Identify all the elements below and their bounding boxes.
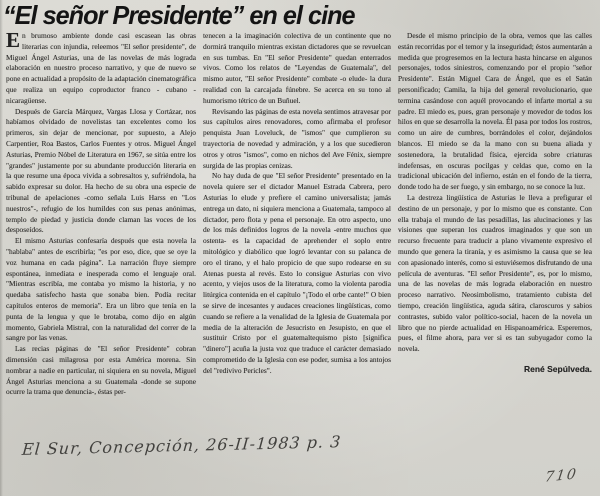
paragraph: tenecen a la imaginación colectiva de un continente que no dormirá tranquilo mientras existan dictadores que se revuelcan en sus tumbas. En "El señor Presidente" quedan enterrados vivos. Como los relatos de "Leyendas de Guatemala", del mismo autor, "El señor Presidente" combate -o elude- la dura realidad con la carcajada fúnebre. Se acerca en su tono al humorismo tétrico de un Buñuel. — [203, 31, 391, 105]
handwritten-archive-number: 710 — [543, 466, 579, 486]
article-title: “El señor Presidente” en el cine — [3, 0, 355, 30]
paragraph: Revisando las páginas de esta novela sentimos atravesar por sus capítulos aires renovadores, como afirmaba el profesor penquista Juan Loveluck, de "ismos" que cumplieron su trayectoria de novedad y admiración, y a los que sucedieron otros y otros "ismos", como en nichos del Ave Fénix, siempre surgida de las propias cenizas. — [203, 106, 391, 170]
paragraph: En brumoso ambiente donde casi escasean las obras literarias con injundia, releemos "El señor presidente", de Miguel Ángel Asturias, una de las novelas de más lograda elaboración en nuestro proceso narrativo, y que de nuevo se pone en actualidad a propósito de la adaptación cinematográfica que realiza un equipo coproductor franco - cubano - nicaragüense. — [6, 28, 196, 105]
paragraph: Desde el mismo principio de la obra, vemos que las calles están recorridas por el temor y la inseguridad; éstos aumentarán a medida que progresemos en la lectura hasta hincarse en algunos personajes, todos siniestros, comenzando por el propio "señor Presidente". Están Miguel Cara de Ángel, que es el Satán personificado; Camila, la hija del general revolucionario, que termina casándose con aquél provocando el infarte mortal a su padre. El miedo es, pues, gran personaje y movedor de todos los hilos en que se desarrolla la novela. Él pasa por todos los rostros, como un aire de cumbres, borrándoles el color, dejándolos blancos. El miedo se da la mano con su buena aliada y sostenedora, la brutalidad física, ejercida sobre criaturas indefensas, en oscuras pocilgas y celdas que, como en la tradicional ubicación del infierno, están en el fondo de la tierra, donde todo ha de ser fuego, y sin embargo, no se conoce la luz. — [398, 31, 592, 192]
paragraph: Las recias páginas de "El señor Presidente" cobran dimensión casi milagrosa por esta América morena. Sin nombrar a nadie en particular, ni siquiera en su novela, Miguel Ángel Asturias menciona a su Guatemala -donde se supone ocurre la trama que denuncia-, éstas per- — [6, 344, 196, 397]
paragraph: No hay duda de que "El señor Presidente" presentado en la novela quiere ser el dictador Manuel Estrada Cabrera, pero Asturias lo elude y prefiere el camino universalista; jamás entrega un dato, ni siquiera menciona a Guatemala, tampoco al dictador, pero flota y pena el personaje. En otro aspecto, uno de los más definidos logros de la novela -entre muchos que ostenta- es la capacidad de aprehender el soplo entre mitológico y diabólico que logró levantar con su palanca de oro el tirano, y el halo propicio de que supo rodearse en su Atenas puesta al revés. Esto lo consigue Asturias con vivo acento, y viejos usos de la literatura, como la violenta parodia litúrgica contenida en el capítulo "¡Todo el orbe cante!" O bien se sirve de incesantes y audaces creaciones lingüísticas, como cuando se refiere a la venalidad de la Iglesia de Guatemala por media de la alteración de Jesucristo en Jesupisto, en que el sustituir Cristo por el guatemaltequismo pisto [significa "dinero"] acuña la justa voz que traduce el carácter demasiado comprometido de la Iglesia con ese poder, sumisa a los antojos del "redivivo Pericles". — [203, 171, 391, 375]
handwritten-source-note: El Sur, Concepción, 26-II-1983 p. 3 — [21, 432, 343, 459]
paragraph: La destreza lingüística de Asturias le lleva a prefigurar el destino de un personaje, y por lo mismo que es constante. Con ella trabaja el mundo de las pesadillas, las alucinaciones y las visiones que superan los cuadros imaginados y que son un recurso frecuente para traducir a plano vivamente expresivo el mundo que genera la tiranía, y es asimismo la causa que se lea con apasionado interés, como si estuviésemos disfrutando de una película de aventuras. "El señor Presidente", es, por lo mismo, una de las novelas de más lograda elaboración en nuestro proceso narrativo. Neosimbolismo, tratamiento cubista del tiempo, creación lingüística, aguda sátira, claroscuros y sabios contrastes, subido valor político-social, hacen de la novela un libro que no pierde actualidad en Hispanoamérica. Esperemos, pues, el filme ahora, para ver si es tan subyugador como la novela. — [398, 192, 592, 354]
article-column-1 — [6, 28, 196, 398]
paragraph: El mismo Asturias confesaría después que esta novela la "hablaba" antes de escribirla; "es por eso, dice, que se oye la voz humana en cada página". La narración fluye siempre espontánea, inmediata e inesperada como el lenguaje oral. "Mientras escribía, me contaba yo mismo la historia, y no quedaba satisfecho hasta que sonaba bien. Podía recitar capítulos enteros de memoria". Era un libro que tenía en la punta de la lengua y que le brotaba, como dijo en algún momento, Gabriela Mistral, con la naturalidad del correr de la sangre por las venas. — [6, 236, 196, 343]
paragraph: Después de García Márquez, Vargas Llosa y Cortázar, nos habíamos olvidado de novelistas tan excelentes como los primeros, sin dejar de mencionar, por supuesto, a Alejo Carpentier, Roa Bastos, Carlos Fuentes y otros. Miguel Ángel Asturias, Premio Nóbel de Literatura en 1967, se sitúa entre los "grandes" justamente por su abundante producción literaria en la que resume una época vivida a sobresaltos y, sufriéndola, ha sabido expresar su dolor. Ha hecho de su obra una especie de tribunal de apelaciones -como señala Luis Harss en "Los nuestros"-, refugio de los humildes con sus penas anónimas, templo de piedad y justicia donde claman las voces de los desposeídos. — [6, 106, 196, 235]
article-column-3 — [398, 31, 592, 375]
byline: René Sepúlveda. — [523, 363, 592, 374]
article-column-2 — [203, 31, 391, 377]
